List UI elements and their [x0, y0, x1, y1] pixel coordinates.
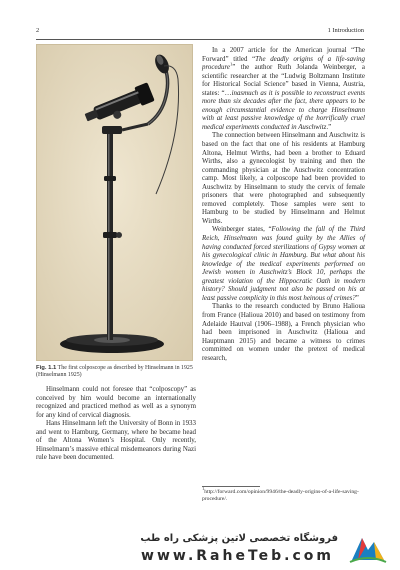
- raheteb-logo-icon: [346, 532, 390, 566]
- paragraph: In a 2007 article for the American journal “The Forward” titled “The deadly origins of a life-saving procedure$^1$” the author Ruth Jolanda Weinberger, a scientific researcher at the “Ludwig Boltzmann Institute for Historical Social Science” based in Vienna, Austria, states: “…inasmuch as it is possible to reconstruct events more than six decades after the fact, there appears to be enough circumstantial evidence to charge Hinselmann with at least passive knowledge of the horrifically cruel medical experiments conducted in Auschwitz.”: [202, 46, 365, 131]
- paragraph: Hans Hinselmann left the University of Bonn in 1933 and went to Hamburg, Germany, where he became head of the Altona Women’s Hospital. Only recently, Hinselmann’s massive ethical misdemeanors during Nazi rule have been documented.: [36, 419, 196, 462]
- left-column: [36, 385, 196, 462]
- paragraph: Thanks to the research conducted by Bruno Halioua from France (Halioua 2010) and based on testimony from Adelaide Hautval (1906–1988), a French physician who had been imprisoned in Auschwitz (Halioua and Hauptmann 2015) and became a witness to crimes committed on women under the pretext of medical research,: [202, 302, 365, 362]
- colposcope-photo: [36, 44, 193, 361]
- shop-url[interactable]: www.RaheTeb.com: [141, 548, 334, 564]
- paragraph: Weinberger states, “Following the fall of the Third Reich, Hinselmann was found guilty by the Allies of having conducted forced sterilizations of Gypsy women at his gynecological clinic in Hamburg. But what about his knowledge of the medical experiments performed on Jewish women in Auschwitz’s Block 10, perhaps the greatest violation of the Hippocratic Oath in modern history? Should judgment not also be passed on his at least passive complicity in this most heinous of crimes?”: [202, 225, 365, 302]
- figure-caption: [36, 365, 196, 379]
- quote: Following the fall of the Third Reich, Hinselmann was found guilty by the Allies of having conducted forced sterilizations of Gypsy women at his gynecological clinic in Hamburg. But what about his knowledge of the medical experiments performed on Jewish women in Auschwitz’s Block 10, perhaps the greatest violation of the Hippocratic Oath in modern history? Should judgment not also be passed on his at least passive complicity in this most heinous of crimes?: [202, 225, 365, 302]
- right-column: [202, 46, 365, 362]
- shop-name: فروشگاه تخصصی لاتین پزشکی راه طب: [140, 533, 338, 544]
- section-title: 1 Introduction: [327, 27, 364, 34]
- figure-caption-text: The first colposcope as described by Hinselmann in 1925 (Hinselmann 1925): [36, 365, 193, 379]
- watermark-banner: [0, 528, 400, 570]
- article-title: The deadly origins of a life-saving procedure: [202, 54, 365, 72]
- paragraph: Hinselmann could not foresee that “colposcopy” as conceived by him would become an internationally recognized and practiced method as well as a synonym for any kind of cervical diagnosis.: [36, 385, 196, 419]
- footnote: [202, 486, 365, 503]
- paragraph: The connection between Hinselmann and Auschwitz is based on the fact that one of his residents at Hamburg Altona, Helmut Wirths, had been a brother to Eduard Wirths, also a gynecologist by training and then the commanding physician at the Auschwitz concentration camp. Most likely, a colposcope had been provided to Auschwitz by Hinselmann to study the cervix of female prisoners that were photographed and subsequently removed completely. Those samples were sent to Hamburg to be studied by Hinselmann and Helmut Wirths.: [202, 131, 365, 225]
- quote: inasmuch as it is possible to reconstruct events more than six decades after the fact, there appears to be enough circumstantial evidence to charge Hinselmann with at least passive knowledge of the horrifically cruel medical experiments conducted in Auschwitz: [202, 88, 365, 131]
- footnote-number: 1: [202, 486, 205, 492]
- footnote-rule: [202, 486, 260, 487]
- footnote-link[interactable]: http://forward.com/opinion/9946/the-deadly-origins-of-a-life-saving-procedure/.: [202, 489, 359, 502]
- figure-label: Fig. 1.1: [36, 365, 57, 371]
- running-header: [36, 27, 364, 40]
- footnote-ref: 1: [230, 61, 233, 67]
- page-number: 2: [36, 27, 40, 34]
